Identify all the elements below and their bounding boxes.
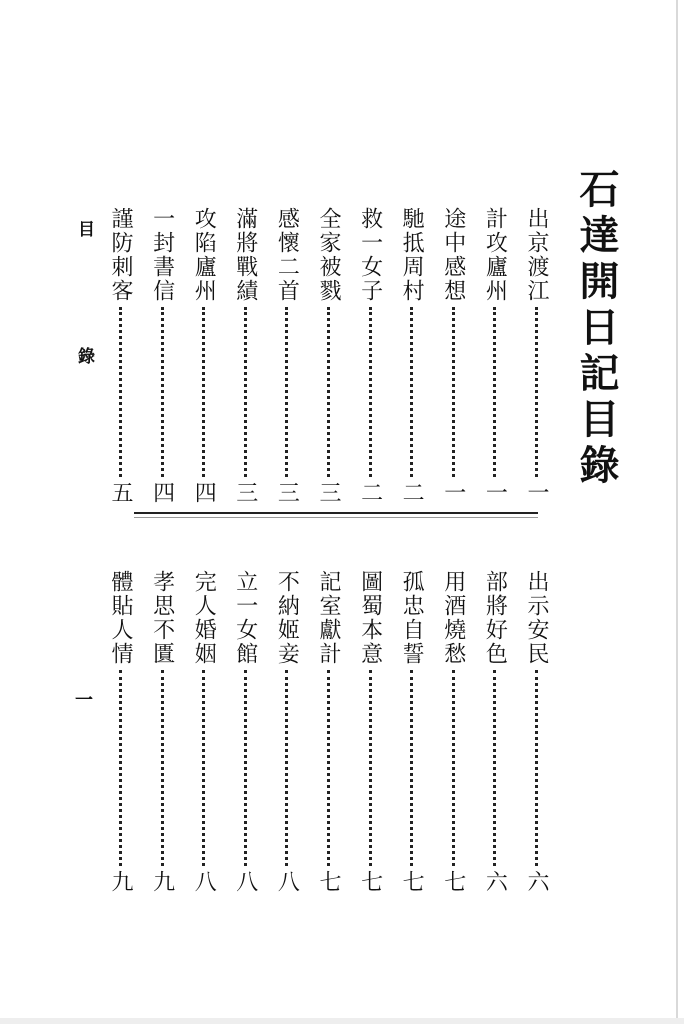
leader-dots (202, 307, 205, 477)
toc-entry (480, 570, 508, 892)
toc-entry (189, 570, 217, 892)
toc-entry (356, 207, 384, 503)
leader-dots (493, 670, 496, 866)
running-head: 目 錄 (74, 220, 94, 416)
toc-entry (314, 570, 342, 892)
leader-dots (535, 307, 538, 477)
toc-entry-page: 七 (357, 870, 383, 892)
toc-entry (106, 570, 134, 892)
toc-entry-page: 八 (232, 870, 258, 892)
toc-entry-page: 九 (149, 870, 175, 892)
toc-entry-page: 三 (232, 481, 258, 503)
toc-entry (314, 207, 342, 503)
toc-entry (522, 570, 550, 892)
page-bottom-edge (0, 1018, 684, 1024)
leader-dots (327, 307, 330, 477)
toc-entry-page: 三 (315, 481, 341, 503)
toc-entry-title: 孤忠自誓 (399, 570, 425, 666)
toc-entry-page: 八 (274, 870, 300, 892)
leader-dots (452, 670, 455, 866)
toc-entry (106, 207, 134, 503)
toc-entry-title: 不納姬妾 (274, 570, 300, 666)
toc-entry-page: 七 (440, 870, 466, 892)
toc-entry-title: 出京渡江 (523, 207, 549, 303)
toc-entry-page: 一 (523, 481, 549, 503)
toc-entry-title: 途中感想 (440, 207, 466, 303)
leader-dots (161, 670, 164, 866)
toc-entry-title: 記室獻計 (315, 570, 341, 666)
toc-entry (356, 570, 384, 892)
page-title: 石達開日記目錄 (573, 168, 620, 490)
toc-entry-title: 出示安民 (523, 570, 549, 666)
folio-number: 一 (72, 690, 93, 708)
toc-entry-title: 一封書信 (149, 207, 175, 303)
toc-entry-page: 七 (399, 870, 425, 892)
toc-entry-page: 五 (108, 481, 133, 503)
leader-dots (535, 670, 538, 866)
leader-dots (493, 307, 496, 477)
toc-entry-title: 計攻廬州 (482, 207, 508, 303)
toc-entry-page: 二 (357, 481, 383, 503)
leader-dots (369, 307, 372, 477)
toc-entry-page: 九 (108, 870, 133, 892)
toc-entry-title: 孝思不匱 (149, 570, 175, 666)
toc-entry (148, 207, 176, 503)
leader-dots (161, 307, 164, 477)
leader-dots (244, 670, 247, 866)
leader-dots (410, 670, 413, 866)
toc-entry-page: 一 (440, 481, 466, 503)
toc-entry-page: 四 (149, 481, 175, 503)
toc-entry-title: 滿將戰績 (232, 207, 258, 303)
toc-section-top (106, 207, 550, 503)
toc-entry-title: 謹防刺客 (108, 207, 133, 303)
leader-dots (369, 670, 372, 866)
toc-entry (272, 570, 300, 892)
leader-dots (327, 670, 330, 866)
toc-entry-title: 馳抵周村 (399, 207, 425, 303)
leader-dots (244, 307, 247, 477)
toc-entry (522, 207, 550, 503)
toc-entry-title: 圖蜀本意 (357, 570, 383, 666)
section-divider (134, 512, 538, 514)
section-divider-thin (134, 517, 538, 518)
toc-entry-page: 四 (191, 481, 217, 503)
toc-entry-title: 體貼人情 (108, 570, 133, 666)
toc-entry (231, 207, 259, 503)
toc-entry-title: 立一女館 (232, 570, 258, 666)
leader-dots (119, 307, 122, 477)
leader-dots (285, 307, 288, 477)
toc-entry-title: 攻陷廬州 (191, 207, 217, 303)
toc-entry-title: 完人婚姻 (191, 570, 217, 666)
toc-entry (439, 570, 467, 892)
leader-dots (202, 670, 205, 866)
toc-entry (231, 570, 259, 892)
toc-entry-title: 救一女子 (357, 207, 383, 303)
toc-entry-title: 部將好色 (482, 570, 508, 666)
toc-entry-title: 用酒燒愁 (440, 570, 466, 666)
toc-entry-page: 三 (274, 481, 300, 503)
toc-entry (480, 207, 508, 503)
toc-entry (397, 207, 425, 503)
leader-dots (285, 670, 288, 866)
toc-entry-page: 八 (191, 870, 217, 892)
toc-entry-page: 一 (482, 481, 508, 503)
page-edge (676, 0, 678, 1024)
toc-entry-page: 六 (523, 870, 549, 892)
toc-entry (189, 207, 217, 503)
leader-dots (119, 670, 122, 866)
toc-entry-page: 二 (399, 481, 425, 503)
toc-section-bottom (106, 570, 550, 892)
toc-entry-title: 全家被戮 (315, 207, 341, 303)
toc-entry (272, 207, 300, 503)
toc-entry-page: 六 (482, 870, 508, 892)
toc-entry (397, 570, 425, 892)
leader-dots (452, 307, 455, 477)
leader-dots (410, 307, 413, 477)
toc-entry (439, 207, 467, 503)
toc-entry-page: 七 (315, 870, 341, 892)
toc-entry (148, 570, 176, 892)
toc-entry-title: 感懷二首 (274, 207, 300, 303)
